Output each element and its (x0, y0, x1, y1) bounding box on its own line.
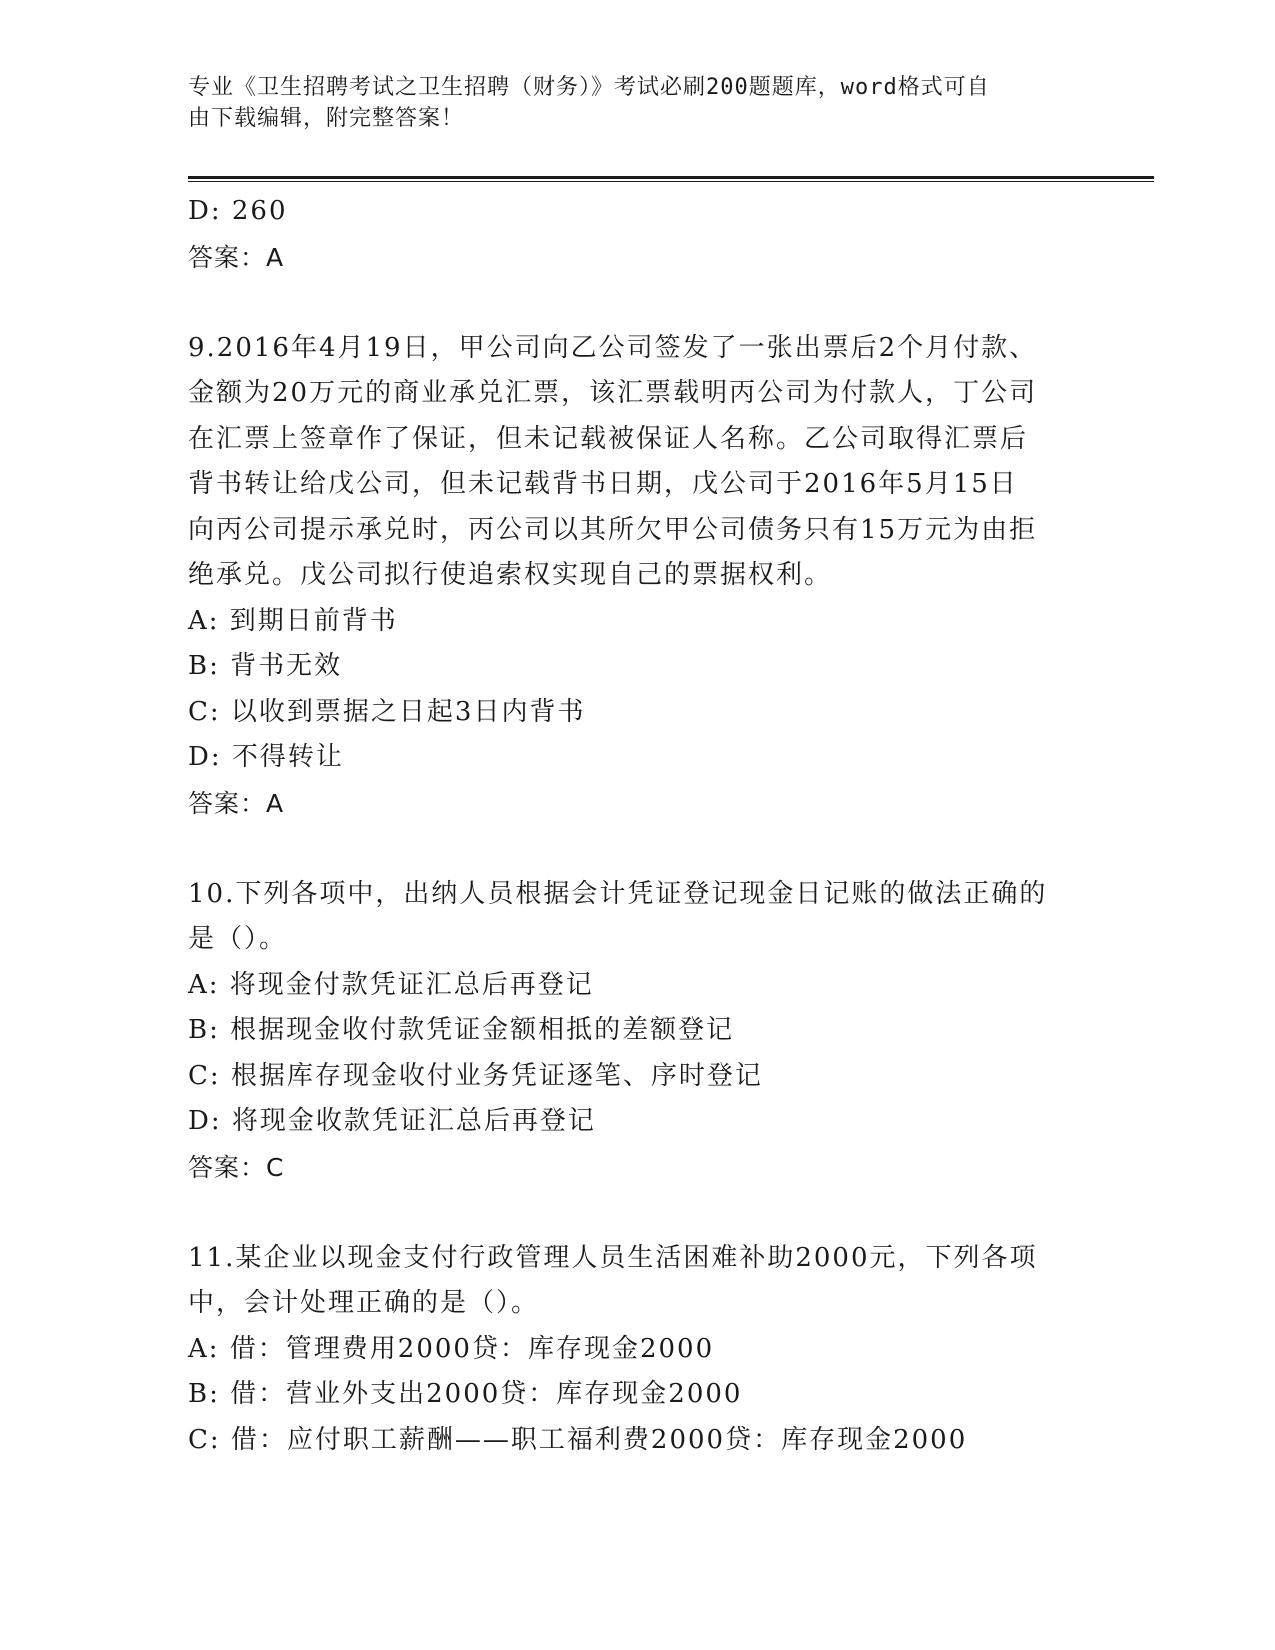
option-d: D: 260 (188, 196, 288, 226)
option-a: A: 将现金付款凭证汇总后再登记 (188, 969, 594, 1000)
option-b: B: 借：营业外支出2000贷：库存现金2000 (188, 1379, 743, 1409)
question-text-line: 是（）。 (188, 924, 288, 954)
option-a: A: 到期日前背书 (188, 605, 398, 636)
page-header (188, 72, 1088, 134)
option-c: C: 根据库存现金收付业务凭证逐笔、序时登记 (188, 1060, 763, 1091)
option-b: B: 背书无效 (188, 651, 343, 681)
option-a: A: 借：管理费用2000贷：库存现金2000 (188, 1333, 715, 1364)
option-c: C: 借：应付职工薪酬——职工福利费2000贷：库存现金2000 (188, 1424, 968, 1455)
question-text-line: 9.2016年4月19日，甲公司向乙公司签发了一张出票后2个月付款、 (188, 332, 1038, 363)
answer: 答案：A (188, 788, 285, 818)
header-line-1: 专业《卫生招聘考试之卫生招聘（财务）》考试必刷200题题库，word格式可自 (188, 75, 990, 100)
question-11 (188, 1236, 1088, 1464)
question-text-line: 中，会计处理正确的是（）。 (188, 1288, 540, 1318)
spacer (188, 280, 1088, 326)
option-d: D: 不得转让 (188, 742, 344, 772)
option-d: D: 将现金收款凭证汇总后再登记 (188, 1106, 596, 1136)
header-line-2: 由下载编辑，附完整答案！ (188, 106, 465, 131)
question-text-line: 背书转让给戊公司，但未记载背书日期，戊公司于2016年5月15日 (188, 469, 1018, 499)
question-9 (188, 326, 1088, 827)
spacer (188, 1190, 1088, 1236)
header-divider-thick (188, 176, 1154, 179)
question-content (188, 189, 1088, 1463)
spacer (188, 826, 1088, 872)
question-text-line: 向丙公司提示承兑时，丙公司以其所欠甲公司债务只有15万元为由拒 (188, 514, 1038, 545)
option-c: C: 以收到票据之日起3日内背书 (188, 696, 586, 727)
option-b: B: 根据现金收付款凭证金额相抵的差额登记 (188, 1015, 735, 1045)
question-text-line: 10.下列各项中，出纳人员根据会计凭证登记现金日记账的做法正确的 (188, 878, 1048, 909)
answer: 答案：A (188, 242, 285, 272)
question-text-line: 金额为20万元的商业承兑汇票，该汇票载明丙公司为付款人，丁公司 (188, 378, 1038, 408)
answer: 答案：C (188, 1152, 285, 1182)
question-10 (188, 872, 1088, 1191)
header-divider-thin (188, 181, 1154, 182)
question-text-line: 11.某企业以现金支付行政管理人员生活困难补助2000元，下列各项 (188, 1242, 1038, 1273)
question-text-line: 在汇票上签章作了保证，但未记载被保证人名称。乙公司取得汇票后 (188, 423, 1029, 454)
question-text-line: 绝承兑。戊公司拟行使追索权实现自己的票据权利。 (188, 560, 833, 590)
